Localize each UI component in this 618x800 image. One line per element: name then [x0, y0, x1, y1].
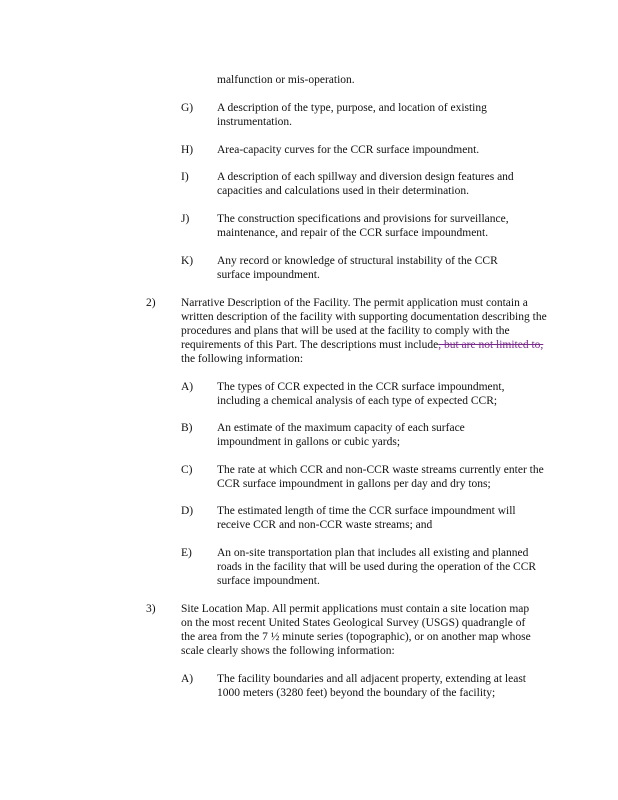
deleted-text: , but are not limited to, [438, 339, 544, 351]
item-label: J) [181, 213, 190, 225]
section-2-paragraph [181, 296, 547, 366]
item-label: B) [181, 422, 193, 434]
item-text: The construction specifications and provisions for surveillance, maintenance, and repair of the CCR surface impoundment. [217, 213, 509, 239]
item-label: D) [181, 505, 194, 517]
section-2-text-end: the following information: [181, 353, 304, 365]
section-number: 2) [146, 297, 156, 309]
item-text: The facility boundaries and all adjacent property, extending at least 1000 meters (3280 feet) beyond the boundary of the facility; [217, 673, 526, 699]
item-text: The types of CCR expected in the CCR surface impoundment, including a chemical analysis of each type of expected CCR; [217, 381, 505, 407]
section-number: 3) [146, 603, 156, 615]
item-label: E) [181, 547, 192, 559]
item-text: A description of the type, purpose, and location of existing instrumentation. [217, 102, 487, 128]
item-text: Any record or knowledge of structural instability of the CCR surface impoundment. [217, 255, 498, 281]
item-text: An on-site transportation plan that includes all existing and planned roads in the facility that will be used during the operation of the CCR surface impoundment. [217, 547, 537, 587]
continuation-text: malfunction or mis-operation. [217, 74, 355, 86]
item-label: G) [181, 102, 194, 114]
item-label: I) [181, 171, 189, 183]
item-label: A) [181, 673, 194, 685]
item-text: A description of each spillway and diversion design features and capacities and calculations used in their determination. [217, 171, 514, 197]
item-label: H) [181, 144, 194, 156]
section-3-paragraph: Site Location Map. All permit applications must contain a site location map on the most recent United States Geological Survey (USGS) quadrangle of the area from the 7 ½ minute series (topographic), or on another map whose scale clearly shows the following information: [181, 603, 531, 657]
item-text: Area-capacity curves for the CCR surface impoundment. [217, 144, 480, 156]
item-text: An estimate of the maximum capacity of each surface impoundment in gallons or cubic yards; [217, 422, 465, 448]
item-label: C) [181, 464, 193, 476]
item-text: The rate at which CCR and non-CCR waste streams currently enter the CCR surface impoundment in gallons per day and dry tons; [217, 464, 544, 490]
section-2-text: Narrative Description of the Facility. The permit application must contain a written description of the facility with supporting documentation describing the procedures and plans that will be used at the facility to comply with the requirements of this Part. The descriptions must include [181, 297, 547, 351]
item-label: A) [181, 381, 194, 393]
item-label: K) [181, 255, 194, 267]
item-text: The estimated length of time the CCR surface impoundment will receive CCR and non-CCR waste streams; and [217, 505, 516, 531]
